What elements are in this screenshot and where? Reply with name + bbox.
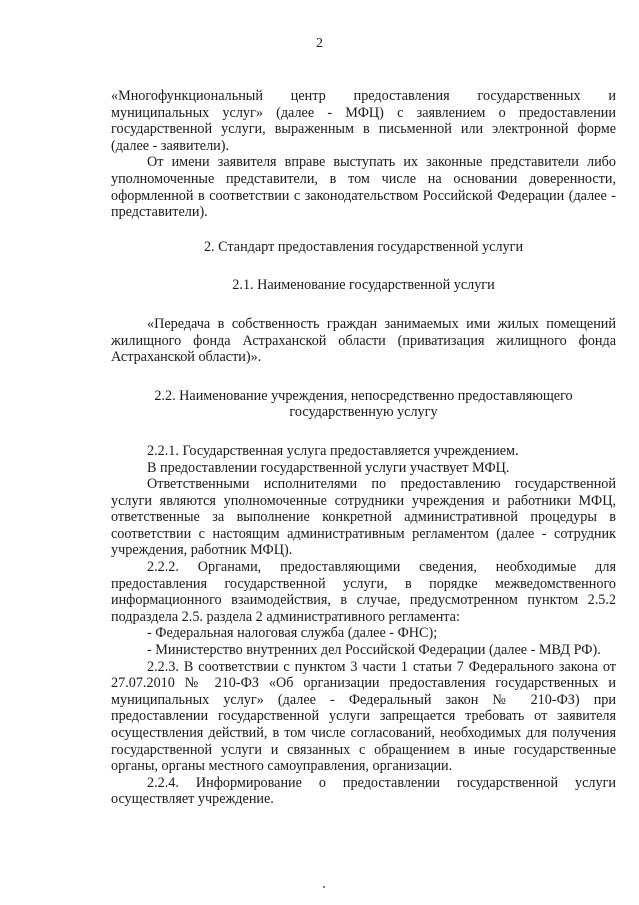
paragraph-2-2-4: 2.2.4. Информирование о предоставлении государственной услуги осуществляет учреждение. [111, 774, 616, 808]
subsection-heading-2-1: 2.1. Наименование государственной услуги [232, 277, 495, 294]
paragraph-2-2-1-mfc: В предоставлении государственной услуги участвует МФЦ. [147, 459, 510, 476]
scan-speck [323, 886, 325, 888]
paragraph-2-2-1: 2.2.1. Государственная услуга предоставляется учреждением. [147, 442, 519, 459]
list-item-mvd: - Министерство внутренних дел Российской Федерации (далее - МВД РФ). [147, 642, 601, 659]
paragraph-2-2-1-executors: Ответственными исполнителями по предоставлению государственной услуги являются уполномоченные сотрудники учреждения и работники МФЦ, ответственные за выполнение конкретной административной процедуры в соответствии с настоящим административным регламентом (далее - сотрудник учреждения, работник МФЦ). [111, 476, 616, 559]
paragraph-representatives: От имени заявителя вправе выступать их законные представители либо уполномоченные представители, в том числе на основании доверенности, оформленной в соответствии с законодательством Российской Федерации (далее - представители). [111, 154, 616, 221]
service-name-quote: «Передача в собственность граждан занимаемых ими жилых помещений жилищного фонда Астраханской области (приватизация жилищного фонда Астраханской области)». [111, 315, 616, 366]
paragraph-applicants: «Многофункциональный центр предоставления государственных и муниципальных услуг» (далее - МФЦ) с заявлением о предоставлении государственной услуги, выраженным в письменной или электронной форме (далее - заявители). [111, 88, 616, 154]
subsection-heading-2-2: 2.2. Наименование учреждения, непосредственно предоставляющего государственную услугу [154, 387, 573, 421]
section-heading: 2. Стандарт предоставления государственной услуги [203, 238, 524, 255]
page-number: 2 [316, 36, 323, 51]
paragraph-2-2-2: 2.2.2. Органами, предоставляющими сведения, необходимые для предоставления государственной услуги, в порядке межведомственного информационного взаимодействия, в случае, предусмотренном пунктом 2.5.2 подраздела 2.5. раздела 2 административного регламента: [111, 559, 616, 625]
list-item-fns: - Федеральная налоговая служба (далее - ФНС); [147, 625, 438, 642]
paragraph-2-2-3: 2.2.3. В соответствии с пунктом 3 части 1 статьи 7 Федерального закона от 27.07.2010 № 210-ФЗ «Об организации предоставления государственных и муниципальных услуг» (далее - Федеральный закон № 210-ФЗ) при предоставлении государственной услуги запрещается требовать от заявителя осуществления действий, в том числе согласований, необходимых для получения государственной услуги и связанных с обращением в иные государственные органы, органы местного самоуправления, организации. [111, 658, 616, 775]
document-body [111, 88, 616, 808]
